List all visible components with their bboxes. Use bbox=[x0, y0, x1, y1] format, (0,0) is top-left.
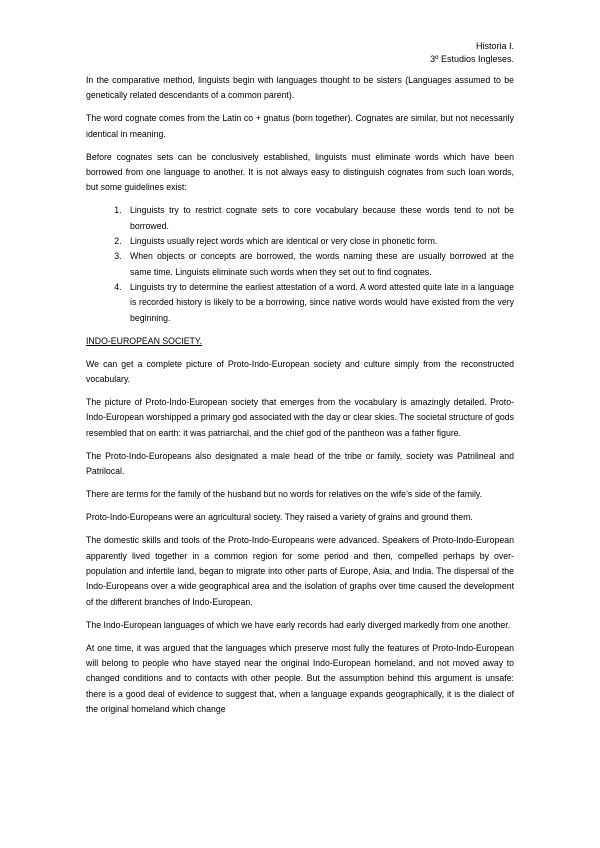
paragraph-agricultural: Proto-Indo-Europeans were an agricultural society. They raised a variety of grains and ground them. bbox=[86, 512, 473, 523]
paragraph-comparative-method: In the comparative method, linguists begin with languages thought to be sisters (Languages assumed to be genetically related descendants of a common parent). bbox=[86, 75, 514, 101]
paragraph-society-detail: The picture of Proto-Indo-European society that emerges from the vocabulary is amazingly detailed. Proto-Indo-European worshipped a primary god associated with the day or clear skies. The societal structure of gods resembled that on earth: it was patriarchal, and the chief god of the pantheon was a father figure. bbox=[86, 397, 514, 438]
paragraph-family-terms: There are terms for the family of the husband but no words for relatives on the wife’s side of the family. bbox=[86, 489, 483, 500]
guideline-item: 2. Linguists usually reject words which are identical or very close in phonetic form. bbox=[124, 234, 514, 249]
paragraph-cognate-definition: The word cognate comes from the Latin co + gnatus (born together). Cognates are similar, but not necessarily identical in meaning. bbox=[86, 113, 514, 139]
section-title-indo-european-society: INDO-EUROPEAN SOCIETY. bbox=[86, 335, 203, 346]
guideline-item: 1. Linguists try to restrict cognate sets to core vocabulary because these words tend to not be borrowed. bbox=[124, 203, 514, 234]
paragraph-homeland-argument: At one time, it was argued that the languages which preserve most fully the features of Proto-Indo-European will belong to people who have stayed near the original Indo-European homeland, and not moved away to changed conditions and to contacts with other people. But the assumption behind this argument is unsafe: there is a good deal of evidence to suggest that, when a language expands geographically, it is the dialect of the original homeland which change bbox=[86, 642, 514, 714]
page-header bbox=[86, 40, 514, 66]
header-course: Historia I. bbox=[475, 41, 514, 51]
paragraph-early-records: The Indo-European languages of which we have early records had early diverged markedly from one another. bbox=[86, 619, 511, 630]
paragraph-domestic-skills: The domestic skills and tools of the Proto-Indo-Europeans were advanced. Speakers of Proto-Indo-European apparently lived together in a common region for some period and then, compelled perhaps by over-population and infertile land, began to migrate into other parts of Europe, Asia, and India. The dispersal of the Indo-Europeans over a wide geographical area and the isolation of graphs over time caused the development of the different branches of Indo-European. bbox=[86, 535, 514, 607]
guideline-item: 4. Linguists try to determine the earliest attestation of a word. A word attested quite late in a language is recorded history is likely to be a borrowing, since native words would have existed from the very beginning. bbox=[124, 280, 514, 326]
header-program: 3º Estudios Ingleses. bbox=[430, 54, 514, 64]
paragraph-male-head: The Proto-Indo-Europeans also designated a male head of the tribe or family, society was Patrilineal and Patrilocal. bbox=[86, 450, 514, 477]
paragraph-loan-words: Before cognates sets can be conclusively established, linguists must eliminate words which have been borrowed from one language to another. It is not always easy to distinguish cognates from such loan words, but some guidelines exist: bbox=[86, 151, 514, 193]
paragraph-complete-picture: We can get a complete picture of Proto-Indo-European society and culture simply from the reconstructed vocabulary. bbox=[86, 358, 514, 385]
guidelines-list bbox=[86, 203, 514, 325]
guideline-item: 3. When objects or concepts are borrowed, the words naming these are usually borrowed at the same time. Linguists eliminate such words when they set out to find cognates. bbox=[124, 249, 514, 280]
